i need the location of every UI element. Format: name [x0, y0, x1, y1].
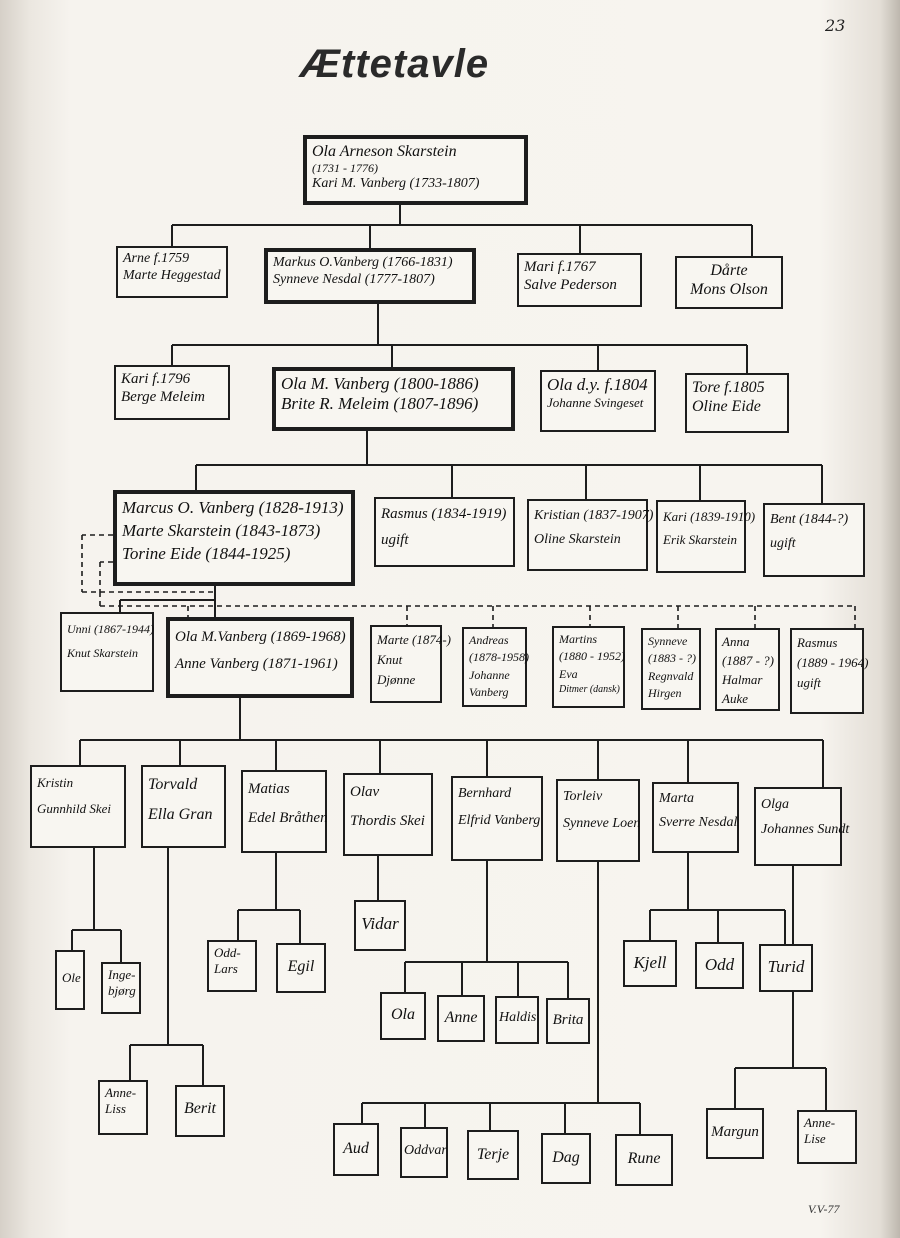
person-line: Unni (1867-1944) — [67, 622, 154, 636]
person-line: Arne f.1759 — [123, 251, 190, 266]
person-box-gen4 — [527, 499, 654, 571]
person-line: Kari f.1796 — [121, 371, 191, 387]
person-box-gen2 — [116, 246, 228, 298]
person-line: Dårte — [710, 262, 748, 279]
person-box-gen7 — [706, 1108, 764, 1159]
person-line: Gunnhild Skei — [37, 801, 112, 816]
page-number: 23 — [825, 16, 846, 35]
person-box-gen5 — [552, 626, 625, 708]
person-line: Erik Skarstein — [663, 532, 738, 548]
person-line: Egil — [287, 958, 315, 975]
person-box-gen7 — [623, 940, 677, 987]
person-line: ugift — [797, 675, 821, 691]
person-line: Liss — [105, 1100, 126, 1116]
person-box-gen2 — [675, 256, 783, 309]
person-line: Margun — [711, 1124, 759, 1140]
page-title: Ættetavle — [300, 42, 490, 86]
person-line: Oddvar — [404, 1143, 447, 1158]
person-box-gen7 — [759, 944, 813, 992]
person-line: Vanberg — [469, 685, 509, 700]
person-box-gen7 — [467, 1130, 519, 1180]
person-box-gen7 — [400, 1127, 448, 1178]
person-box-gen5 — [641, 628, 701, 710]
person-line: Turid — [767, 957, 805, 976]
person-box-gen7 — [546, 998, 590, 1044]
person-box-gen7 — [797, 1110, 857, 1164]
person-box-gen3 — [272, 367, 515, 431]
person-line: Mari f.1767 — [524, 259, 596, 275]
person-line: Ditmer (dansk) — [559, 684, 620, 696]
person-line: Odd — [704, 955, 735, 974]
person-line: Ola Arneson Skarstein — [312, 143, 457, 160]
person-box-gen7 — [98, 1080, 148, 1135]
person-line: Anne- — [105, 1085, 137, 1100]
person-box-gen7 — [695, 942, 744, 989]
person-line: Matias — [248, 781, 290, 797]
person-box-gen3 — [685, 373, 789, 433]
person-box-gen6 — [30, 765, 126, 848]
person-box-gen4 — [763, 503, 865, 577]
person-line: Vidar — [361, 914, 399, 933]
person-box-gen3 — [114, 365, 230, 420]
person-box-gen4 — [374, 497, 515, 567]
person-line: Sverre Nesdal — [659, 814, 738, 830]
person-line: Johannes Sundt — [761, 822, 850, 838]
person-line: Olav — [350, 784, 380, 800]
person-box-gen7 — [615, 1134, 673, 1186]
person-line: Rasmus (1834-1919) — [381, 506, 507, 522]
person-line: Lars — [214, 960, 238, 976]
person-line: Brita — [552, 1012, 584, 1028]
person-line: Ella Gran — [148, 806, 213, 824]
person-line: Salve Pederson — [524, 277, 617, 293]
person-box-gen4 — [656, 500, 756, 573]
person-line: Knut — [377, 652, 403, 668]
person-line: Marcus O. Vanberg (1828-1913) — [122, 498, 344, 517]
person-line: Johanne — [469, 667, 510, 682]
person-line: Kjell — [633, 953, 667, 972]
person-line: Andreas — [469, 633, 509, 647]
person-line: Bernhard — [458, 786, 512, 801]
person-line: Rasmus — [797, 635, 838, 650]
person-line: Marte Skarstein (1843-1873) — [122, 520, 321, 540]
person-box-gen6 — [652, 782, 739, 853]
person-line: (1887 - ?) — [722, 652, 774, 668]
person-line: Synneve — [648, 634, 688, 648]
person-line: Tore f.1805 — [692, 379, 765, 396]
person-line: Thordis Skei — [350, 812, 425, 829]
person-line: Oline Skarstein — [534, 531, 621, 547]
person-box-gen7 — [333, 1123, 379, 1176]
person-line: Ola M.Vanberg (1869-1968) — [175, 629, 346, 645]
person-line: Haldis — [499, 1010, 537, 1025]
person-line: Brite R. Meleim (1807-1896) — [281, 394, 479, 414]
person-box-gen6 — [343, 773, 433, 856]
person-box-gen7 — [207, 940, 257, 992]
person-box-gen3 — [540, 370, 656, 432]
person-box-gen7 — [437, 995, 485, 1042]
person-line: Lise — [804, 1130, 826, 1146]
person-box-gen7 — [354, 900, 406, 951]
person-line: ugift — [770, 535, 796, 551]
person-line: Martins — [559, 632, 598, 646]
person-line: Markus O.Vanberg (1766-1831) — [273, 255, 453, 270]
person-line: Ola M. Vanberg (1800-1886) — [281, 374, 479, 393]
person-line: Ola d.y. f.1804 — [547, 375, 648, 394]
person-line: Torleiv — [563, 789, 603, 804]
person-line: Dag — [552, 1149, 580, 1166]
person-line: Anne — [444, 1009, 478, 1026]
person-line: Synneve Loen — [563, 815, 641, 831]
person-line: bjørg — [108, 982, 136, 998]
person-line: Aud — [343, 1140, 369, 1157]
person-box-gen7 — [541, 1133, 591, 1184]
person-line: Kari M. Vanberg (1733-1807) — [312, 175, 480, 191]
person-line: (1731 - 1776) — [312, 161, 378, 176]
person-box-gen7 — [276, 943, 326, 993]
person-box-gen2 — [264, 248, 476, 304]
person-line: Berge Meleim — [121, 389, 205, 405]
person-line: Djønne — [377, 672, 416, 688]
person-line: Marte (1874-) — [377, 632, 452, 647]
person-line: Auke — [722, 690, 748, 706]
person-line: Synneve Nesdal (1777-1807) — [273, 271, 435, 287]
person-line: Torvald — [148, 776, 198, 793]
person-line: Berit — [184, 1100, 216, 1117]
person-line: Ole — [62, 970, 81, 985]
person-box-gen2 — [517, 253, 642, 307]
person-line: ugift — [381, 531, 409, 548]
person-line: Knut Skarstein — [67, 646, 138, 660]
person-line: (1889 - 1964) — [797, 655, 869, 671]
person-line: Kristian (1837-1907) — [534, 508, 654, 523]
person-line: Eva — [559, 666, 578, 681]
person-box-gen6 — [141, 765, 226, 848]
person-line: Elfrid Vanberg — [458, 812, 541, 828]
person-box-root — [303, 135, 528, 205]
person-line: Torine Eide (1844-1925) — [122, 543, 291, 563]
person-line: Ola — [391, 1006, 415, 1023]
person-line: Kari (1839-1910) — [663, 509, 756, 524]
person-box-gen7 — [495, 996, 539, 1044]
person-line: Regnvald — [648, 668, 694, 683]
person-line: Oline Eide — [692, 398, 761, 416]
person-box-gen7 — [175, 1085, 225, 1137]
person-line: Odd- — [214, 945, 241, 960]
person-box-gen4 — [113, 490, 355, 586]
person-line: Anne Vanberg (1871-1961) — [175, 656, 338, 672]
person-box-gen5 — [370, 625, 452, 703]
person-box-gen5 — [790, 628, 869, 714]
person-box-gen7 — [101, 962, 141, 1014]
person-line: Olga — [761, 797, 789, 812]
person-line: Anna — [722, 634, 750, 649]
person-line: Kristin — [37, 775, 74, 790]
person-line: Mons Olson — [690, 281, 768, 299]
person-line: Rune — [627, 1150, 661, 1167]
person-line: Terje — [476, 1146, 510, 1163]
person-box-gen5 — [462, 627, 527, 707]
person-line: Hirgen — [648, 686, 682, 701]
person-line: Inge- — [108, 967, 136, 982]
person-box-gen6 — [556, 779, 640, 862]
person-line: (1880 - 1952) — [559, 649, 625, 664]
person-box-gen6 — [451, 776, 543, 861]
person-line: Edel Bråthen — [248, 809, 328, 826]
person-line: (1878-1958) — [469, 650, 529, 665]
person-box-gen7 — [380, 992, 426, 1040]
person-box-gen5 — [166, 617, 354, 698]
person-line: Johanne Svingeset — [547, 395, 644, 411]
person-box-gen5 — [60, 612, 154, 692]
person-line: Marta — [659, 791, 694, 806]
person-box-gen6 — [241, 770, 327, 853]
person-line: Bent (1844-?) — [770, 512, 849, 527]
person-line: (1883 - ?) — [648, 651, 696, 666]
person-line: Marte Heggestad — [123, 267, 221, 283]
author-initials: V.V-77 — [808, 1202, 840, 1216]
person-line: Halmar — [722, 671, 763, 687]
person-box-gen7 — [55, 950, 85, 1010]
person-line: Anne- — [804, 1115, 836, 1130]
person-box-gen6 — [754, 787, 850, 866]
person-box-gen5 — [715, 628, 780, 711]
